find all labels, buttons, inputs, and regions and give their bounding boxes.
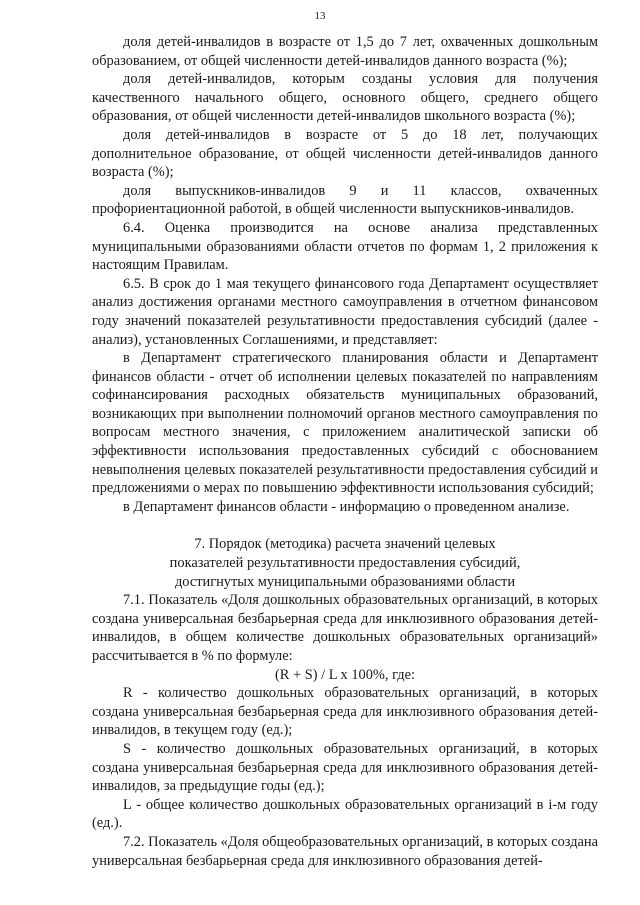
- heading-line: достигнутых муниципальными образованиями области: [174, 573, 516, 590]
- formula: (R + S) / L x 100%, где:: [275, 666, 415, 683]
- paragraph: в Департамент финансов области - информацию о проведенном анализе.: [123, 498, 570, 515]
- paragraph-6-4: 6.4. Оценка производится на основе анализа представленных муниципальными образованиями области отчетов по формам 1, 2 приложения к настоящим Правилам.: [92, 219, 598, 274]
- definition-s: S - количество дошкольных образовательных организаций, в которых создана универсальная безбарьерная среда для инклюзивного образования детей-инвалидов, за предыдущие годы (ед.);: [92, 740, 598, 795]
- document-body: [92, 33, 598, 870]
- paragraph-7-1: 7.1. Показатель «Доля дошкольных образовательных организаций, в которых создана универсальная безбарьерная среда для инклюзивного образования детей-инвалидов, в общем количестве дошкольных образовательных организаций» рассчитывается в % по формуле:: [92, 592, 598, 664]
- definition-l: L - общее количество дошкольных образовательных организаций в i-м году (ед.).: [92, 796, 598, 832]
- section-7-heading: [92, 535, 598, 591]
- paragraph: доля детей-инвалидов, которым созданы условия для получения качественного начального общего, основного общего, среднего общего образования, от общей численности детей-инвалидов школьного возраста (%);: [92, 71, 598, 125]
- paragraph: доля детей-инвалидов в возрасте от 1,5 до 7 лет, охваченных дошкольным образованием, от общей численности детей-инвалидов данного возраста (%);: [92, 34, 598, 69]
- definition-r: R - количество дошкольных образовательных организаций, в которых создана универсальная безбарьерная среда для инклюзивного образования детей-инвалидов, в текущем году (ед.);: [92, 685, 598, 739]
- paragraph-7-2: 7.2. Показатель «Доля общеобразовательных организаций, в которых создана универсальная безбарьерная среда для инклюзивного образования детей-: [92, 833, 599, 869]
- paragraph: доля детей-инвалидов в возрасте от 5 до 18 лет, получающих дополнительное образование, от общей численности детей-инвалидов данного возраста (%);: [92, 126, 598, 181]
- paragraph: в Департамент стратегического планирования области и Департамент финансов области - отчет об исполнении целевых показателей по направлениям софинансирования расходных обязательств муниципальных образований, возникающих при выполнении полномочий органов местного самоуправления по вопросам местного значения, с приложением аналитической записки об эффективности использования предоставленных субсидий с обоснованием невыполнения целевых показателей результативности предоставления субсидий и предложениями о мерах по повышению эффективности использования субсидий;: [92, 350, 598, 497]
- paragraph-6-5: 6.5. В срок до 1 мая текущего финансового года Департамент осуществляет анализ достижения органами местного самоуправления в отчетном финансовом году значений показателей результативности предоставления субсидий (далее - анализ), установленных Соглашениями, и представляет:: [92, 275, 598, 348]
- paragraph: доля выпускников-инвалидов 9 и 11 классов, охваченных профориентационной работой, в общей численности выпускников-инвалидов.: [92, 182, 598, 218]
- heading-line: 7. Порядок (методика) расчета значений целевых: [194, 536, 496, 553]
- heading-line: показателей результативности предоставления субсидий,: [169, 555, 521, 572]
- page-number: 13: [314, 10, 326, 22]
